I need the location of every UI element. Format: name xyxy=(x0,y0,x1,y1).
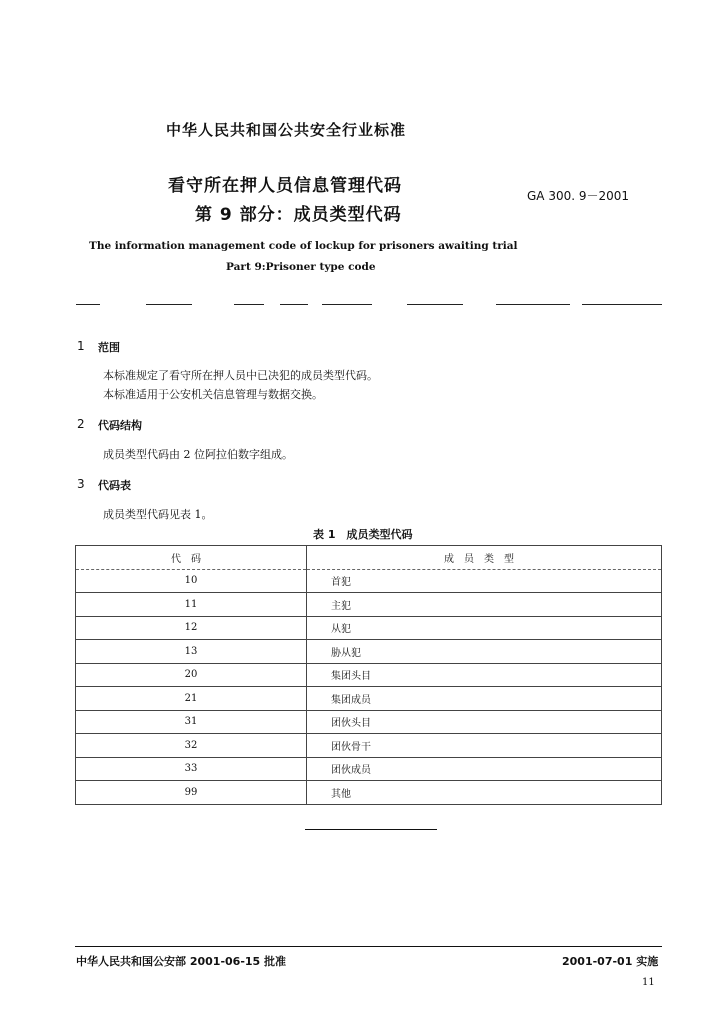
table-row xyxy=(76,663,662,687)
page-number: 11 xyxy=(642,977,655,988)
table-row xyxy=(76,687,662,711)
paragraph: 本标准适用于公安机关信息管理与数据交换。 xyxy=(103,388,323,401)
type-cell: 集团头目 xyxy=(307,663,662,687)
end-of-standard-rule xyxy=(305,829,437,830)
section-title: 代码表 xyxy=(98,479,131,492)
paragraph: 成员类型代码见表 1。 xyxy=(103,508,213,521)
section-number: 2 xyxy=(77,417,85,431)
divider-segment xyxy=(496,304,570,305)
divider-segment xyxy=(322,304,372,305)
type-cell: 从犯 xyxy=(307,616,662,640)
code-cell: 13 xyxy=(76,640,307,664)
title-english-line2: Part 9:Prisoner type code xyxy=(226,261,376,273)
table-row xyxy=(76,710,662,734)
divider-segment xyxy=(582,304,662,305)
code-cell: 20 xyxy=(76,663,307,687)
code-cell: 32 xyxy=(76,734,307,758)
section-title: 代码结构 xyxy=(98,419,142,432)
type-cell: 主犯 xyxy=(307,593,662,617)
paragraph: 本标准规定了看守所在押人员中已决犯的成员类型代码。 xyxy=(103,369,378,382)
column-header-code: 代码 xyxy=(76,546,307,570)
divider-segment xyxy=(76,304,100,305)
table-row xyxy=(76,781,662,805)
table-header-row xyxy=(76,546,662,570)
section-number: 3 xyxy=(77,477,85,491)
approval-statement: 中华人民共和国公安部 2001-06-15 批准 xyxy=(76,955,287,968)
implementation-date: 2001-07-01 实施 xyxy=(562,955,659,968)
table-row xyxy=(76,734,662,758)
member-type-code-table xyxy=(75,545,662,805)
table-row xyxy=(76,757,662,781)
code-cell: 10 xyxy=(76,569,307,593)
divider-segment xyxy=(407,304,463,305)
section-title: 范围 xyxy=(98,341,120,354)
type-cell: 首犯 xyxy=(307,569,662,593)
table-caption: 表 1 成员类型代码 xyxy=(313,528,413,541)
type-cell: 其他 xyxy=(307,781,662,805)
type-cell: 胁从犯 xyxy=(307,640,662,664)
footer-divider xyxy=(75,946,662,947)
table-row xyxy=(76,593,662,617)
type-cell: 团伙头目 xyxy=(307,710,662,734)
code-cell: 33 xyxy=(76,757,307,781)
section-number: 1 xyxy=(77,339,85,353)
type-cell: 集团成员 xyxy=(307,687,662,711)
table-row xyxy=(76,616,662,640)
code-cell: 31 xyxy=(76,710,307,734)
title-chinese-line2: 第 9 部分：成员类型代码 xyxy=(195,205,402,225)
divider-segment xyxy=(234,304,264,305)
code-cell: 11 xyxy=(76,593,307,617)
title-chinese-line1: 看守所在押人员信息管理代码 xyxy=(168,176,402,196)
column-header-type: 成员类型 xyxy=(307,546,662,570)
title-english-line1: The information management code of lockup for prisoners awaiting trial xyxy=(89,240,518,252)
table-row xyxy=(76,640,662,664)
type-cell: 团伙成员 xyxy=(307,757,662,781)
table-row xyxy=(76,569,662,593)
divider-segment xyxy=(146,304,192,305)
standard-number: GA 300. 9－2001 xyxy=(527,189,630,203)
paragraph: 成员类型代码由 2 位阿拉伯数字组成。 xyxy=(103,448,293,461)
code-cell: 12 xyxy=(76,616,307,640)
divider-segment xyxy=(280,304,308,305)
code-cell: 99 xyxy=(76,781,307,805)
type-cell: 团伙骨干 xyxy=(307,734,662,758)
standard-organization: 中华人民共和国公共安全行业标准 xyxy=(166,121,407,139)
code-cell: 21 xyxy=(76,687,307,711)
